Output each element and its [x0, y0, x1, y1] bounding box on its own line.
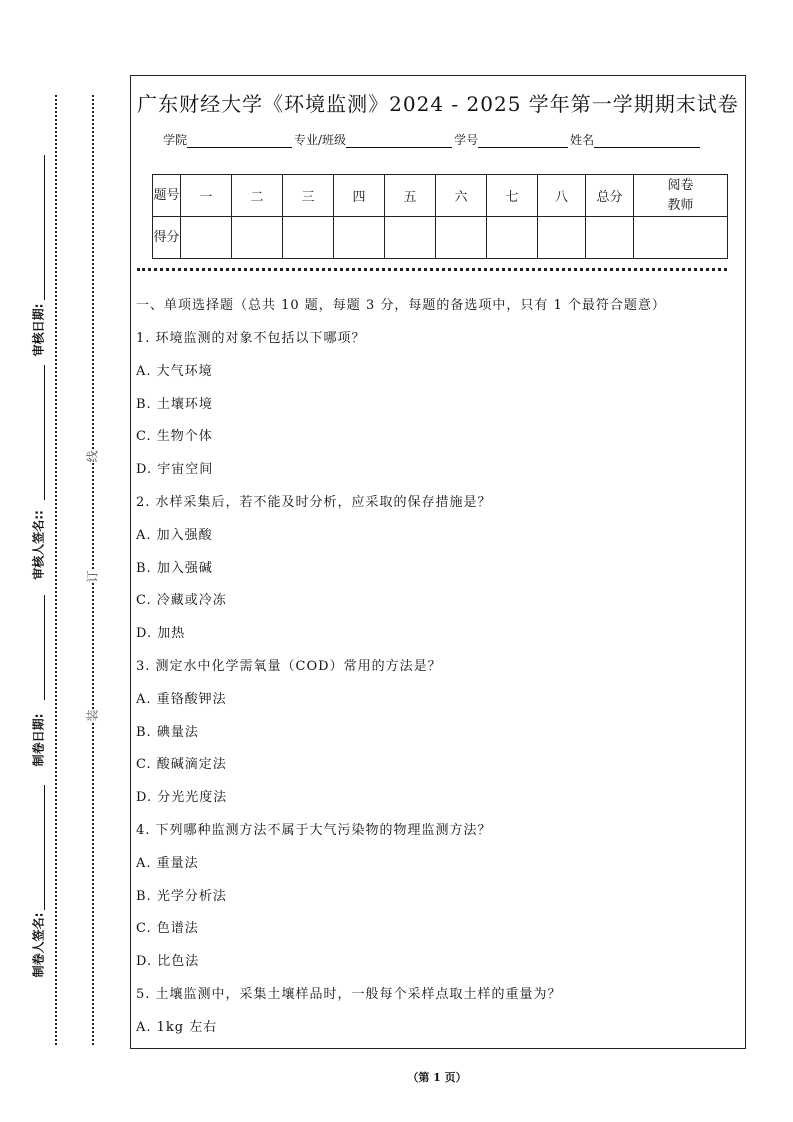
header-cell: 四	[334, 175, 385, 217]
option-text: C. 生物个体	[136, 429, 213, 445]
header-cell: 一	[181, 175, 232, 217]
score-row-header: 得分	[153, 217, 181, 259]
binding-char: 装	[85, 709, 100, 722]
binding-dotted-line	[55, 95, 57, 1045]
college-label: 学院	[163, 133, 188, 147]
signature-line	[44, 595, 45, 700]
option-text: C. 冷藏或冷冻	[136, 593, 227, 609]
header-cell: 五	[385, 175, 436, 217]
option-text: A. 1kg 左右	[136, 1019, 218, 1035]
question-text: 5. 土壤监测中，采集土壤样品时，一般每个采样点取土样的重量为？	[136, 987, 562, 1002]
option-text: B. 光学分析法	[136, 888, 227, 904]
option-text: A. 加入强酸	[136, 527, 213, 543]
score-table	[152, 174, 728, 259]
score-cell[interactable]	[487, 217, 538, 259]
exam-frame	[130, 75, 746, 1049]
header-cell: 阅卷教师	[634, 175, 728, 217]
question-text: 4. 下列哪种监测方法不属于大气污染物的物理监测方法？	[136, 823, 492, 838]
header-cell: 题号	[153, 175, 181, 217]
score-cell[interactable]	[586, 217, 634, 259]
score-cell[interactable]	[634, 217, 728, 259]
student-id-field[interactable]	[478, 133, 568, 148]
score-cell[interactable]	[538, 217, 586, 259]
college-field[interactable]	[187, 133, 292, 148]
section-heading: 一、单项选择题（总共 10 题，每题 3 分，每题的备选项中，只有 1 个最符合题意）	[136, 298, 666, 313]
question-text: 3. 测定水中化学需氧量（COD）常用的方法是？	[136, 659, 442, 674]
student-info	[163, 131, 702, 148]
score-cell[interactable]	[283, 217, 334, 259]
name-field[interactable]	[594, 133, 700, 148]
score-cell[interactable]	[334, 217, 385, 259]
option-text: B. 碘量法	[136, 724, 199, 740]
reviewer-signature-label: 审核人签名::	[31, 510, 46, 580]
prepare-date-label: 制卷日期:	[31, 713, 46, 767]
option-text: D. 宇宙空间	[136, 462, 214, 478]
binding-char: 订	[85, 570, 100, 583]
option-text: C. 酸碱滴定法	[136, 757, 227, 773]
header-cell: 六	[436, 175, 487, 217]
header-cell: 二	[232, 175, 283, 217]
student-id-label: 学号	[454, 133, 479, 147]
option-text: A. 重铬酸钾法	[136, 691, 227, 707]
page-number: （第 1 页）	[407, 1071, 467, 1084]
option-text: D. 分光光度法	[136, 790, 228, 806]
option-text: B. 加入强碱	[136, 560, 213, 576]
header-cell: 八	[538, 175, 586, 217]
option-text: D. 比色法	[136, 954, 200, 970]
header-cell: 总分	[586, 175, 634, 217]
question-text: 2. 水样采集后，若不能及时分析，应采取的保存措施是？	[136, 495, 492, 510]
header-cell: 三	[283, 175, 334, 217]
name-label: 姓名	[570, 133, 595, 147]
option-text: B. 土壤环境	[136, 396, 213, 412]
option-text: A. 重量法	[136, 855, 199, 871]
score-cell[interactable]	[436, 217, 487, 259]
review-date-label: 审核日期:	[31, 303, 46, 357]
binding-char: 线	[85, 450, 100, 463]
signature-line	[44, 365, 45, 500]
question-text: 1. 环境监测的对象不包括以下哪项？	[136, 331, 366, 346]
score-cell[interactable]	[232, 217, 283, 259]
option-text: D. 加热	[136, 626, 186, 642]
major-label: 专业/班级	[294, 133, 347, 147]
score-cell[interactable]	[385, 217, 436, 259]
page-title: 广东财经大学《环境监测》2024 - 2025 学年第一学期期末试卷	[137, 92, 739, 116]
signature-line	[44, 155, 45, 300]
preparer-signature-label: 制卷人签名:	[31, 912, 46, 978]
option-text: A. 大气环境	[136, 363, 213, 379]
option-text: C. 色谱法	[136, 921, 199, 937]
major-field[interactable]	[346, 133, 452, 148]
signature-line	[44, 785, 45, 910]
score-cell[interactable]	[181, 217, 232, 259]
dotted-separator	[137, 268, 727, 271]
header-cell: 七	[487, 175, 538, 217]
